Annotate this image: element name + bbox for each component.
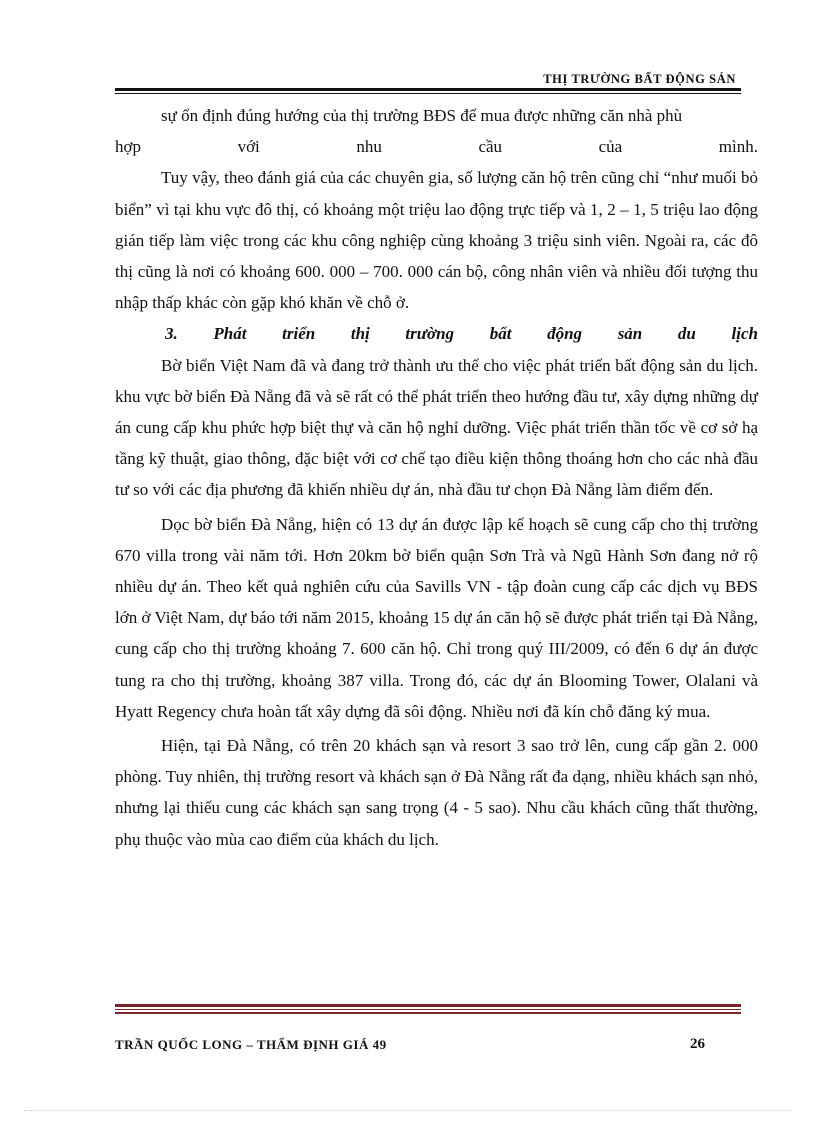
paragraph-1-line-2: hợp với nhu cầu của mình. [115, 137, 758, 157]
footer-rule-thin [115, 1009, 741, 1010]
running-header: THỊ TRƯỜNG BẤT ĐỘNG SẢN [543, 72, 736, 86]
paragraph-5: Hiện, tại Đà Nẵng, có trên 20 khách sạn và resort 3 sao trở lên, cung cấp gần 2. 000 phòng. Tuy nhiên, thị trường resort và khách sạn ở Đà Nẵng rất đa dạng, nhiều khách sạn nhỏ, nhưng lại thiếu cung các khách sạn sang trọng (4 - 5 sao). Nhu cầu khách cũng thất thường, phụ thuộc vào mùa cao điểm của khách du lịch. [115, 736, 758, 849]
header-rule-thick [115, 88, 741, 91]
paragraph-2: Tuy vậy, theo đánh giá của các chuyên gia, số lượng căn hộ trên cũng chỉ “như muối bỏ biển” vì tại khu vực đô thị, có khoảng một triệu lao động trực tiếp và 1, 2 – 1, 5 triệu lao động gián tiếp làm việc trong các khu công nghiệp cùng khoảng 3 triệu sinh viên. Ngoài ra, các đô thị cũng là nơi có khoảng 600. 000 – 700. 000 cán bộ, công nhân viên và nhiều đối tượng thu nhập thấp khác còn gặp khó khăn về chỗ ở. [115, 168, 758, 313]
header-rule-thin [115, 93, 741, 94]
page-edge-divider [24, 1110, 792, 1111]
section-heading: 3. Phát triển thị trường bất động sản du lịch [165, 324, 758, 344]
footer-rule-medium [115, 1012, 741, 1014]
paragraph-1-line-1: sự ổn định đúng hướng của thị trường BĐS để mua được những căn nhà phù [161, 106, 683, 125]
footer-author: TRẦN QUỐC LONG – THẨM ĐỊNH GIÁ 49 [115, 1037, 387, 1052]
footer-rule-thick [115, 1004, 741, 1007]
page-number: 26 [690, 1036, 705, 1052]
paragraph-3: Bờ biển Việt Nam đã và đang trở thành ưu thế cho việc phát triển bất động sản du lịch. khu vực bờ biển Đà Nẵng đã và sẽ rất có thể phát triển theo hướng đầu tư, xây dựng những dự án cung cấp khu phức hợp biệt thự và căn hộ nghỉ dưỡng. Việc phát triển thần tốc về cơ sở hạ tầng kỹ thuật, giao thông, đặc biệt với cơ chế tạo điều kiện thông thoáng hơn cho các nhà đầu tư so với các địa phương đã khiến nhiều dự án, nhà đầu tư chọn Đà Nẵng làm điểm đến. [115, 355, 758, 500]
body-text [115, 100, 758, 855]
paragraph-4: Dọc bờ biển Đà Nẵng, hiện có 13 dự án được lập kế hoạch sẽ cung cấp cho thị trường 670 villa trong vài năm tới. Hơn 20km bờ biển quận Sơn Trà và Ngũ Hành Sơn đang nở rộ nhiều dự án. Theo kết quả nghiên cứu của Savills VN - tập đoàn cung cấp các dịch vụ BĐS lớn ở Việt Nam, dự báo tới năm 2015, khoảng 15 dự án căn hộ sẽ được phát triển tại Đà Nẵng, cung cấp cho thị trường khoảng 7. 600 căn hộ. Chỉ trong quý III/2009, có đến 6 dự án được tung ra cho thị trường, khoảng 387 villa. Trong đó, các dự án Blooming Tower, Olalani và Hyatt Regency chưa hoàn tất xây dựng đã sôi động. Nhiều nơi đã kín chỗ đăng ký mua. [115, 514, 758, 721]
